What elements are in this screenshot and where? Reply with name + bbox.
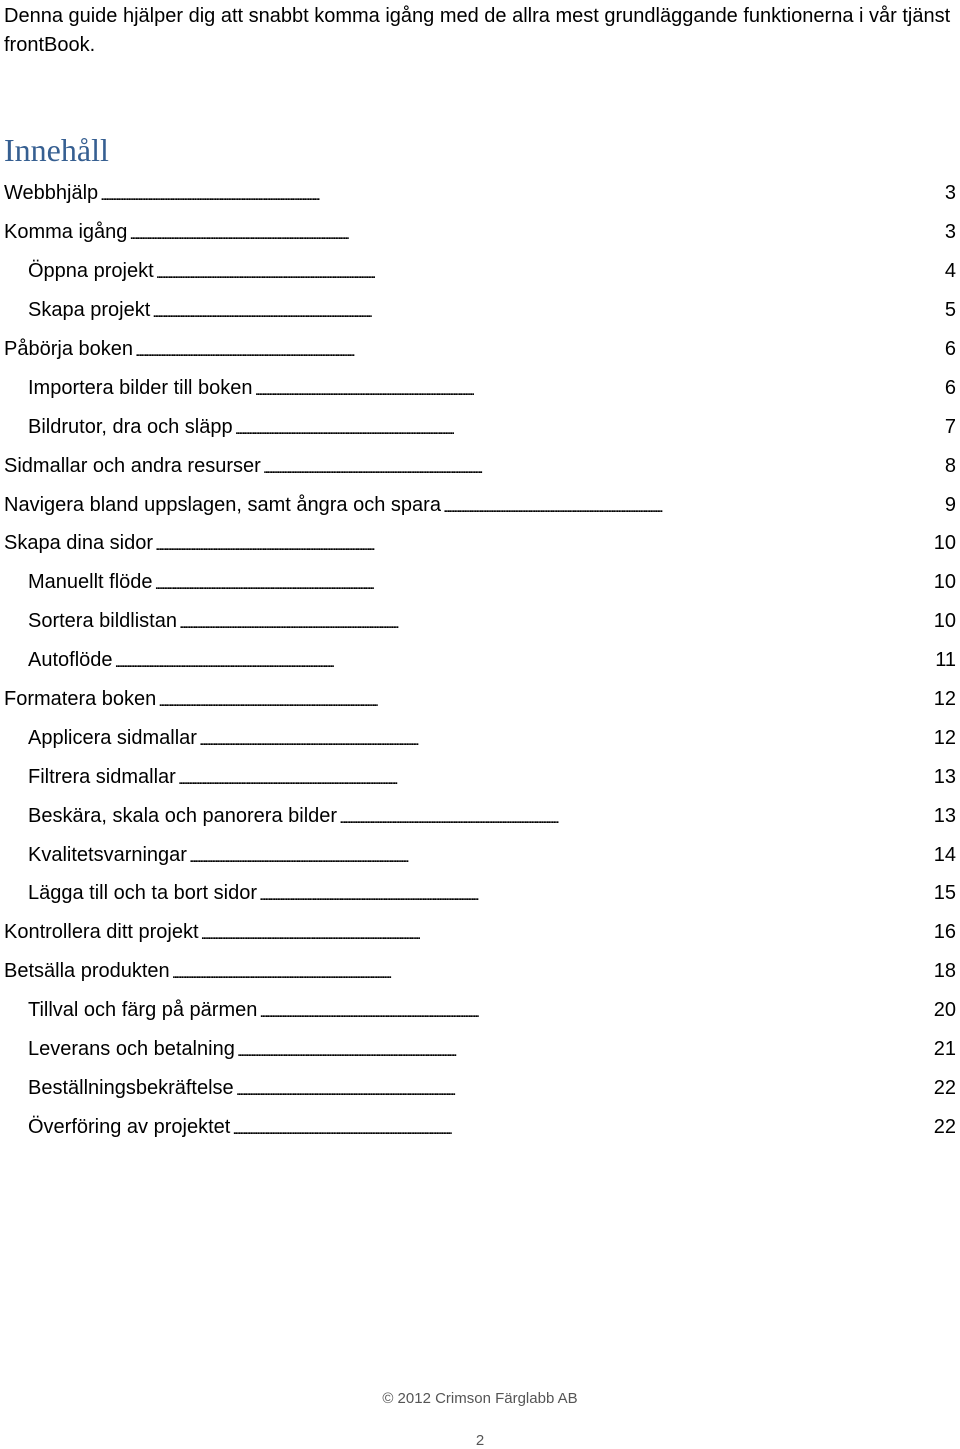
toc-entry-title: Manuellt flöde <box>28 571 153 594</box>
toc-entry-title: Importera bilder till boken <box>28 376 253 399</box>
toc-dot-leader <box>236 1077 928 1103</box>
toc-dot-leader <box>255 377 928 403</box>
toc-dot-leader <box>155 532 928 558</box>
toc-entry-page: 10 <box>933 610 956 633</box>
toc-entry-page: 10 <box>933 532 956 555</box>
toc-entry-title: Lägga till och ta bort sidor <box>28 882 258 905</box>
toc-entry[interactable] <box>4 252 960 291</box>
toc-entry-title: Skapa dina sidor <box>4 532 153 555</box>
toc-entry[interactable] <box>4 485 960 524</box>
toc-entry[interactable] <box>4 213 960 252</box>
toc-entry[interactable] <box>4 952 960 991</box>
toc-dot-leader <box>199 727 928 753</box>
toc-entry[interactable] <box>4 1030 960 1069</box>
toc-dot-leader <box>443 494 928 520</box>
toc-dot-leader <box>178 766 928 792</box>
footer-page-number: 2 <box>475 1432 485 1449</box>
toc-entry-title: Påbörja boken <box>4 338 133 360</box>
toc-entry-title: Kontrollera ditt projekt <box>4 921 199 944</box>
toc-entry-page: 14 <box>933 843 956 866</box>
toc-entry-page: 6 <box>944 376 956 399</box>
toc-dot-leader <box>235 416 928 442</box>
toc-entry-page: 11 <box>935 649 956 672</box>
toc-entry-title: Navigera bland uppslagen, samt ångra och spara <box>4 493 441 516</box>
intro-text: Denna guide hjälper dig att snabbt komma igång med de allra mest grundläggande funktionerna i vår tjänst frontBook. <box>4 5 951 56</box>
toc-entry-page: 22 <box>933 1115 956 1138</box>
toc-dot-leader <box>129 221 928 247</box>
toc-dot-leader <box>155 571 928 597</box>
toc-entry[interactable] <box>4 563 960 602</box>
toc-entry-title: Beskära, skala och panorera bilder <box>28 804 338 827</box>
toc-entry-page: 10 <box>933 571 956 594</box>
toc-entry[interactable] <box>4 991 960 1030</box>
toc-entry-title: Sortera bildlistan <box>28 610 177 633</box>
toc-entry-page: 4 <box>944 260 956 283</box>
toc-entry-page: 7 <box>944 415 956 438</box>
toc-dot-leader <box>179 610 928 636</box>
toc-entry-page: 13 <box>933 765 956 788</box>
toc-entry-page: 22 <box>933 1076 956 1099</box>
toc-entry-title: Leverans och betalning <box>28 1038 235 1061</box>
toc-entry-page: 6 <box>944 338 956 360</box>
toc-entry[interactable] <box>4 602 960 641</box>
toc-entry-page: 3 <box>944 182 956 205</box>
toc-entry-page: 15 <box>933 882 956 905</box>
toc-entry-title: Betsälla produkten <box>4 960 170 983</box>
toc-dot-leader <box>152 299 928 325</box>
toc-dot-leader <box>259 882 928 908</box>
toc-entry-page: 12 <box>933 688 956 711</box>
toc-entry[interactable] <box>4 1068 960 1107</box>
toc-entry[interactable] <box>4 174 960 213</box>
toc-entry-page: 21 <box>933 1038 956 1061</box>
toc-entry-page: 13 <box>933 804 956 827</box>
table-of-contents <box>4 174 960 1146</box>
toc-entry[interactable] <box>4 407 960 446</box>
toc-entry-title: Kvalitetsvarningar <box>28 843 187 866</box>
toc-dot-leader <box>259 999 928 1025</box>
toc-entry[interactable] <box>4 368 960 407</box>
toc-entry-title: Autoflöde <box>28 649 113 672</box>
toc-entry-page: 16 <box>933 921 956 944</box>
toc-entry-page: 18 <box>933 960 956 983</box>
toc-entry-title: Bildrutor, dra och släpp <box>28 415 233 438</box>
toc-dot-leader <box>263 455 928 481</box>
toc-entry[interactable] <box>4 680 960 719</box>
toc-entry[interactable] <box>4 330 960 369</box>
toc-heading: Innehåll <box>4 132 109 168</box>
footer-copyright: © 2012 Crimson Färglabb AB <box>382 1390 578 1407</box>
toc-dot-leader <box>232 1116 928 1142</box>
toc-entry[interactable] <box>4 835 960 874</box>
toc-entry-page: 9 <box>944 493 956 516</box>
toc-entry-page: 5 <box>944 299 956 322</box>
toc-entry-title: Överföring av projektet <box>28 1115 231 1138</box>
toc-entry[interactable] <box>4 446 960 485</box>
toc-entry-title: Sidmallar och andra resurser <box>4 454 261 477</box>
toc-dot-leader <box>172 960 928 986</box>
toc-entry-page: 3 <box>944 221 956 244</box>
toc-dot-leader <box>189 844 928 870</box>
toc-entry[interactable] <box>4 1107 960 1146</box>
toc-entry[interactable] <box>4 718 960 757</box>
toc-dot-leader <box>100 182 928 208</box>
toc-entry-title: Komma igång <box>4 221 128 244</box>
toc-entry[interactable] <box>4 524 960 563</box>
toc-dot-leader <box>201 921 928 947</box>
toc-entry-page: 12 <box>933 726 956 749</box>
toc-entry-title: Tillval och färg på pärmen <box>28 999 258 1022</box>
toc-entry-title: Skapa projekt <box>28 299 151 322</box>
toc-dot-leader <box>339 805 928 831</box>
toc-entry[interactable] <box>4 796 960 835</box>
toc-entry[interactable] <box>4 874 960 913</box>
toc-dot-leader <box>158 688 928 714</box>
toc-entry-title: Filtrera sidmallar <box>28 765 176 788</box>
toc-entry[interactable] <box>4 641 960 680</box>
toc-entry[interactable] <box>4 291 960 330</box>
toc-entry[interactable] <box>4 913 960 952</box>
toc-entry-title: Webbhjälp <box>4 182 99 205</box>
toc-entry[interactable] <box>4 757 960 796</box>
toc-entry-title: Formatera boken <box>4 688 157 711</box>
toc-dot-leader <box>156 260 928 286</box>
toc-entry-page: 8 <box>944 454 956 477</box>
toc-dot-leader <box>135 338 928 364</box>
toc-entry-title: Applicera sidmallar <box>28 726 197 749</box>
toc-entry-page: 20 <box>933 999 956 1022</box>
toc-dot-leader <box>115 649 928 675</box>
toc-entry-title: Beställningsbekräftelse <box>28 1076 234 1099</box>
toc-dot-leader <box>237 1038 928 1064</box>
toc-entry-title: Öppna projekt <box>28 260 154 283</box>
